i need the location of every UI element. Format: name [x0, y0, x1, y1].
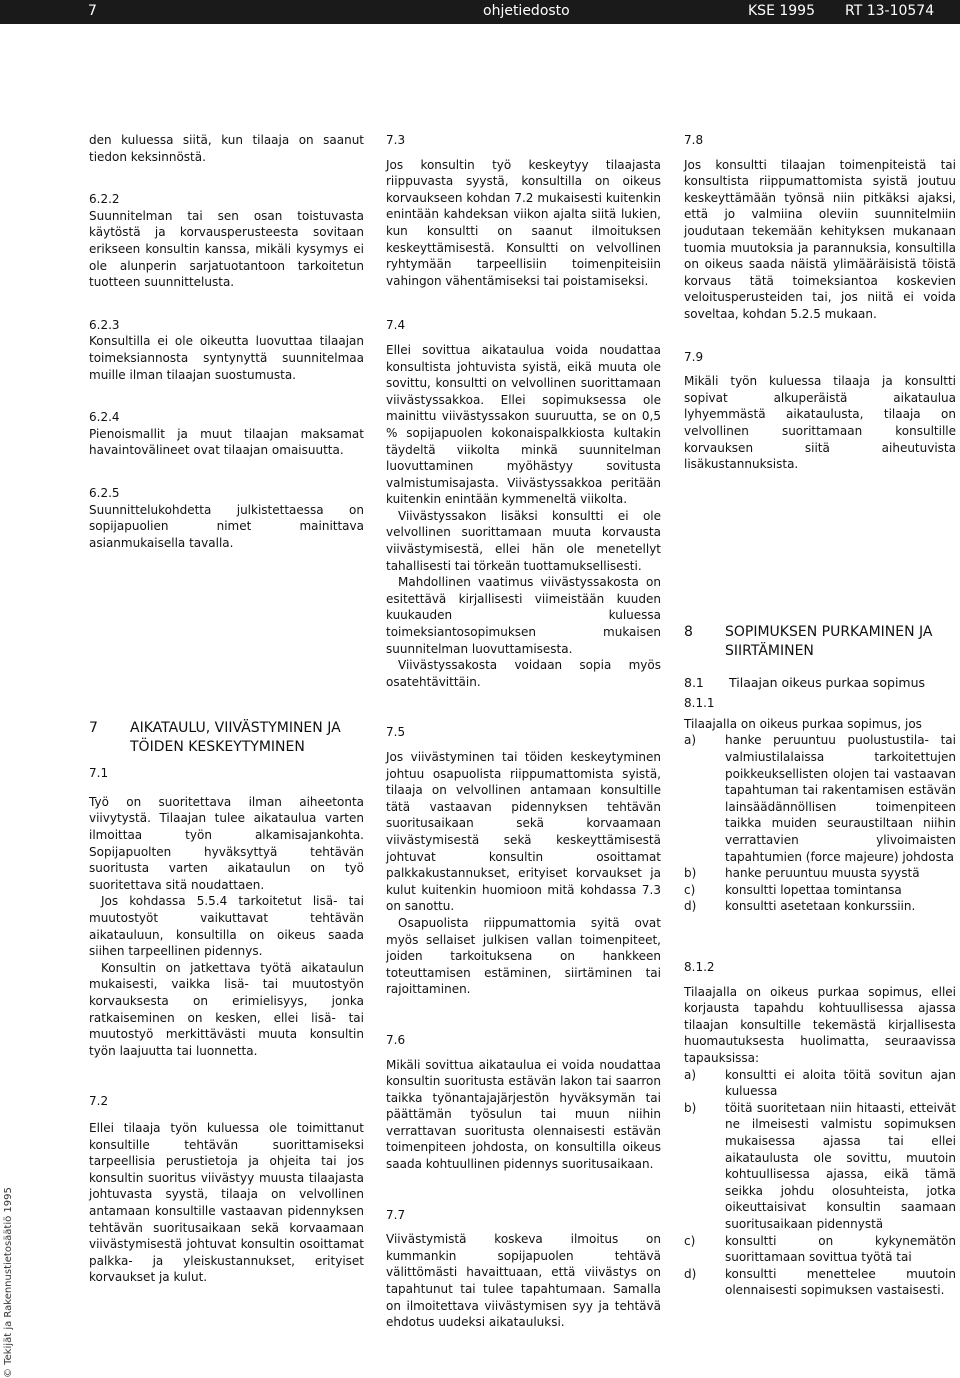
paragraph: Suunnitelman tai sen osan toistuvasta käytöstä ja korvausperusteesta sovitaan erikseen konsultin kanssa, mikäli kysymys ei ole alunperin sarjatuotantoon tarkoitetun tuotteen suunnittelusta. [89, 208, 364, 290]
paragraph: Jos konsultti tilaajan toimenpiteistä tai konsultista riippumattomista syistä joutuu keskeyttämään työnsä niin pitkäksi ajaksi, että jo valmiina oleviin suunnitelmiin joudutaan tekemään kehityksen mukanaan tuomia muutoksia ja parannuksia, konsultilla on oikeus saada näistä ylimääräisistä töistä korvaus tätä toimeksiantoa koskevien veloitusperusteiden tai, jos niitä ei voida soveltaa, kohdan 5.2.5 mukaan. [684, 157, 956, 321]
paragraph: Suunnittelukohdetta julkistettaessa on sopijapuolien nimet mainittava asianmukaisella tavalla. [89, 502, 364, 550]
paragraph: Viivästyssakosta voidaan sopia myös osatehtävittäin. [386, 658, 661, 689]
list-item-text: konsultti menettelee muutoin olennaisesti sopimuksen vastaisesti. [725, 1266, 956, 1298]
rt-number: RT 13-10574 [845, 3, 935, 19]
list-item-text: töitä suoritetaan niin hitaasti, etteivät ne ilmeisesti valmistu sopimuksen mukaisessa ajassa tai ellei aikataulusta ole sovittu, muutoin kohtuullisessa ajassa, eikä tämä seikka johdu olosuhteista, jotka oikeuttaisivat konsultin saamaan suoritusaikaan pidennystä [725, 1100, 956, 1231]
page-number: 7 [88, 3, 97, 19]
section-number: 7.2 [89, 1094, 109, 1109]
list-item [684, 898, 956, 915]
chapter-title: SOPIMUKSEN PURKAMINEN JA SIIRTÄMINEN [725, 623, 933, 659]
paragraph: Konsultin on jatkettava työtä aikataulun mukaisesti, vaikka lisä- tai muutostyön korvauksesta on erimielisyys, jonka ratkaiseminen on kesken, ellei lisä- tai muutostyö merkittävästi muuta konsultin työn laajuutta tai luonnetta. [89, 960, 364, 1058]
list-item [684, 865, 956, 882]
subsection-heading-8-1 [684, 675, 956, 692]
subsection-title: Tilaajan oikeus purkaa sopimus [729, 674, 926, 690]
list-item-label: a) [684, 1067, 697, 1082]
list-8-1-1 [684, 732, 956, 915]
section-number: 7.4 [386, 318, 406, 333]
paragraph: Mikäli sovittua aikataulua ei voida noudattaa konsultin suoritusta estävän lakon tai saarron taikka työnantajajärjestön hyväksymän tai päättämän työsulun tai muun niihin verrattavan suoritusta olennaisesti estävän toimenpiteen johdosta, on konsultilla oikeus saada kohtuullinen pidennys suoritusaikaan. [386, 1057, 661, 1172]
section-number: 6.2.2 [89, 192, 120, 207]
document-code: KSE 1995 [748, 3, 815, 19]
column-right [684, 132, 956, 1299]
column-middle [386, 132, 661, 1331]
paragraph: Konsultilla ei ole oikeutta luovuttaa tilaajan toimeksiannosta syntynyttä suunnitelmaa muille ilman tilaajan suostumusta. [89, 334, 364, 382]
section-number: 7.7 [386, 1207, 406, 1222]
paragraph: den kuluessa siitä, kun tilaaja on saanut tiedon keksinnöstä. [89, 133, 364, 164]
paragraph: Viivästyssakon lisäksi konsultti ei ole velvollinen suorittamaan muuta korvausta viivästymisestä, ellei hän ole menetellyt tahallisesti tai törkeän tuottamuksellisesti. [386, 508, 661, 573]
paragraph: Ellei tilaaja työn kuluessa ole toimittanut konsultille tehtävän suorittamiseksi tarpeellisia perustietoja ja ohjeita tai jos konsultin suoritus viivästyy muusta tilaajasta johtuvasta syystä, tilaaja on velvollinen antamaan konsultille vastaavan pidennyksen tehtävän suoritusaikaan sekä korvaamaan viivästymisestä johtuvat konsultin osoittamat palkka- ja yleiskustannukset, erityiset korvaukset ja kulut. [89, 1120, 364, 1285]
list-item-label: d) [684, 899, 697, 914]
chapter-number: 8 [684, 623, 693, 640]
section-number: 8.1.2 [684, 960, 715, 974]
chapter-heading-7 [89, 719, 364, 757]
list-item-text: konsultti ei aloita töitä sovitun ajan kuluessa [725, 1067, 956, 1099]
list-item-text: konsultti on kykynemätön suorittamaan sovittua työtä tai [725, 1233, 956, 1265]
page-header [0, 0, 960, 24]
paragraph: Pienoismallit ja muut tilaajan maksamat havaintovälineet ovat tilaajan omaisuutta. [89, 426, 364, 458]
section-number: 7.6 [386, 1032, 406, 1047]
paragraph: Jos kohdassa 5.5.4 tarkoitetut lisä- tai muutostyöt vaikuttavat tehtävän aikatauluun, konsultilla on oikeus saada siihen tarpeellinen pidennys. [89, 894, 364, 959]
paragraph: Jos konsultin työ keskeytyy tilaajasta riippuvasta syystä, konsultilla on oikeus korvaukseen kohdan 7.2 mukaisesti kuitenkin enintään kahdeksan viikon ajalta siitä lukien, kun konsultti on saanut ilmoituksen keskeyttämisestä. Konsultti on velvollinen ryhtymään tarpeellisiin toimenpiteisiin vahingon vähentämiseksi tai poistamiseksi. [386, 157, 661, 288]
list-item-label: c) [684, 882, 696, 897]
paragraph: Tilaajalla on oikeus purkaa sopimus, ellei korjausta tapahdu kohtuullisessa ajassa tilaajan konsultille tekemästä kirjallisesta huomautuksesta huolimatta, seuraavissa tapauksissa: [684, 984, 956, 1065]
list-item-text: hanke peruuntuu muusta syystä [725, 866, 920, 881]
list-item-label: c) [684, 1233, 696, 1248]
paragraph: Mikäli työn kuluessa tilaaja ja konsultti sopivat alkuperäistä aikataulua lyhyemmästä aikataulusta, tilaaja on velvollinen suorittamaan konsultille korvauksen siitä aiheutuvista lisäkustannuksista. [684, 374, 956, 472]
chapter-number: 7 [89, 720, 98, 737]
list-item-label: b) [684, 1100, 697, 1115]
list-item [684, 1266, 956, 1299]
list-item [684, 1067, 956, 1100]
paragraph: Osapuolista riippumattomia syitä ovat myös sellaiset julkisen vallan toimenpiteet, joiden tarkoituksena on hankkeen toteuttamisen estäminen, siirtäminen tai rajoittaminen. [386, 915, 661, 997]
copyright-notice: © Tekijät ja Rakennustietosäätiö 1995 [3, 1187, 14, 1378]
list-item-label: a) [684, 733, 697, 748]
paragraph: Mahdollinen vaatimus viivästyssakosta on esitettävä kirjallisesti viimeistään kuuden kuukauden kuluessa toimeksiantosopimuksen mukaisen suunnitelman luovuttamisesta. [386, 575, 661, 656]
list-item [684, 732, 956, 865]
document-type: ohjetiedosto [483, 3, 570, 19]
column-left [89, 132, 364, 1286]
section-number: 7.1 [89, 766, 109, 781]
section-number: 6.2.5 [89, 485, 120, 500]
list-item [684, 882, 956, 899]
paragraph: Työ on suoritettava ilman aiheetonta viivytystä. Tilaajan tulee aikataulua varten ilmoittaa työn alkamisajankohta. Sopijapuolten hyväksyttyä tehtävän suoritusta varten aikataulun on työ suoritettava sitä noudattaen. [89, 794, 364, 892]
list-item-label: b) [684, 866, 697, 881]
list-item-text: konsultti asetetaan konkurssiin. [725, 899, 916, 914]
chapter-heading-8 [684, 623, 956, 661]
list-8-1-2 [684, 1067, 956, 1299]
section-number: 7.8 [684, 133, 704, 147]
list-item-text: konsultti lopettaa tomintansa [725, 882, 902, 897]
list-item [684, 1100, 956, 1233]
section-number: 7.3 [386, 133, 406, 147]
section-number: 6.2.3 [89, 317, 120, 332]
subsection-number: 8.1 [684, 674, 704, 690]
paragraph: Jos viivästyminen tai töiden keskeytyminen johtuu osapuolista riippumattomista syistä, tilaaja on velvollinen antamaan konsultille tätä vastaavan pidennyksen tehtävän suoritusaikaan sekä korvaamaan viivästymisestä sekä keskeyttämisestä johtuvat konsultin osoittamat palkkakustannukset, erityiset korvaukset ja kulut kuitenkin huomioon mitä kohdassa 7.3 on sanottu. [386, 750, 661, 914]
paragraph: Viivästymistä koskeva ilmoitus on kummankin sopijapuolen tehtävä välittömästi havaittuaan, että viivästys on tapahtunut tai tulee tapahtumaan. Samalla on ilmoitettava viivästymisen syy ja tehtävä ehdotus uudeksi aikatauluksi. [386, 1232, 661, 1330]
list-item-label: d) [684, 1266, 697, 1281]
list-item-text: hanke peruuntuu puolustustila- tai valmiustilalaissa tarkoitettujen poikkeuksellisten olojen tai vastaavan tapahtuman tai rakentamisen estävän lainsäädännöllisen toimenpiteen taikka muiden seuraustiltaan niihin verrattavien ylivoimaisten tapahtumien (force majeure) johdosta [725, 733, 956, 864]
section-number: 7.9 [684, 349, 704, 364]
chapter-title: AIKATAULU, VIIVÄSTYMINEN JA TÖIDEN KESKEYTYMINEN [130, 720, 341, 756]
paragraph: Ellei sovittua aikataulua voida noudattaa konsultista johtuvista syistä, eikä muuta ole sovittu, konsultti on velvollinen suorittamaan viivästyssakkoa. Ellei sopimuksessa ole mainittu viivästyssakon suuruutta, se on 0,5 % sopijapuolen kokonaispalkkiosta kultakin täydeltä viikolta minkä suunnitelman luovuttaminen myöhästyy sovitusta valmistumisajasta. Viivästyssakkoa peritään kuitenkin enintään kymmeneltä viikolta. [386, 342, 661, 507]
section-number: 6.2.4 [89, 410, 120, 425]
list-item [684, 1233, 956, 1266]
paragraph: Tilaajalla on oikeus purkaa sopimus, jos [684, 716, 922, 731]
section-number: 8.1.1 [684, 696, 715, 711]
section-number: 7.5 [386, 725, 406, 740]
